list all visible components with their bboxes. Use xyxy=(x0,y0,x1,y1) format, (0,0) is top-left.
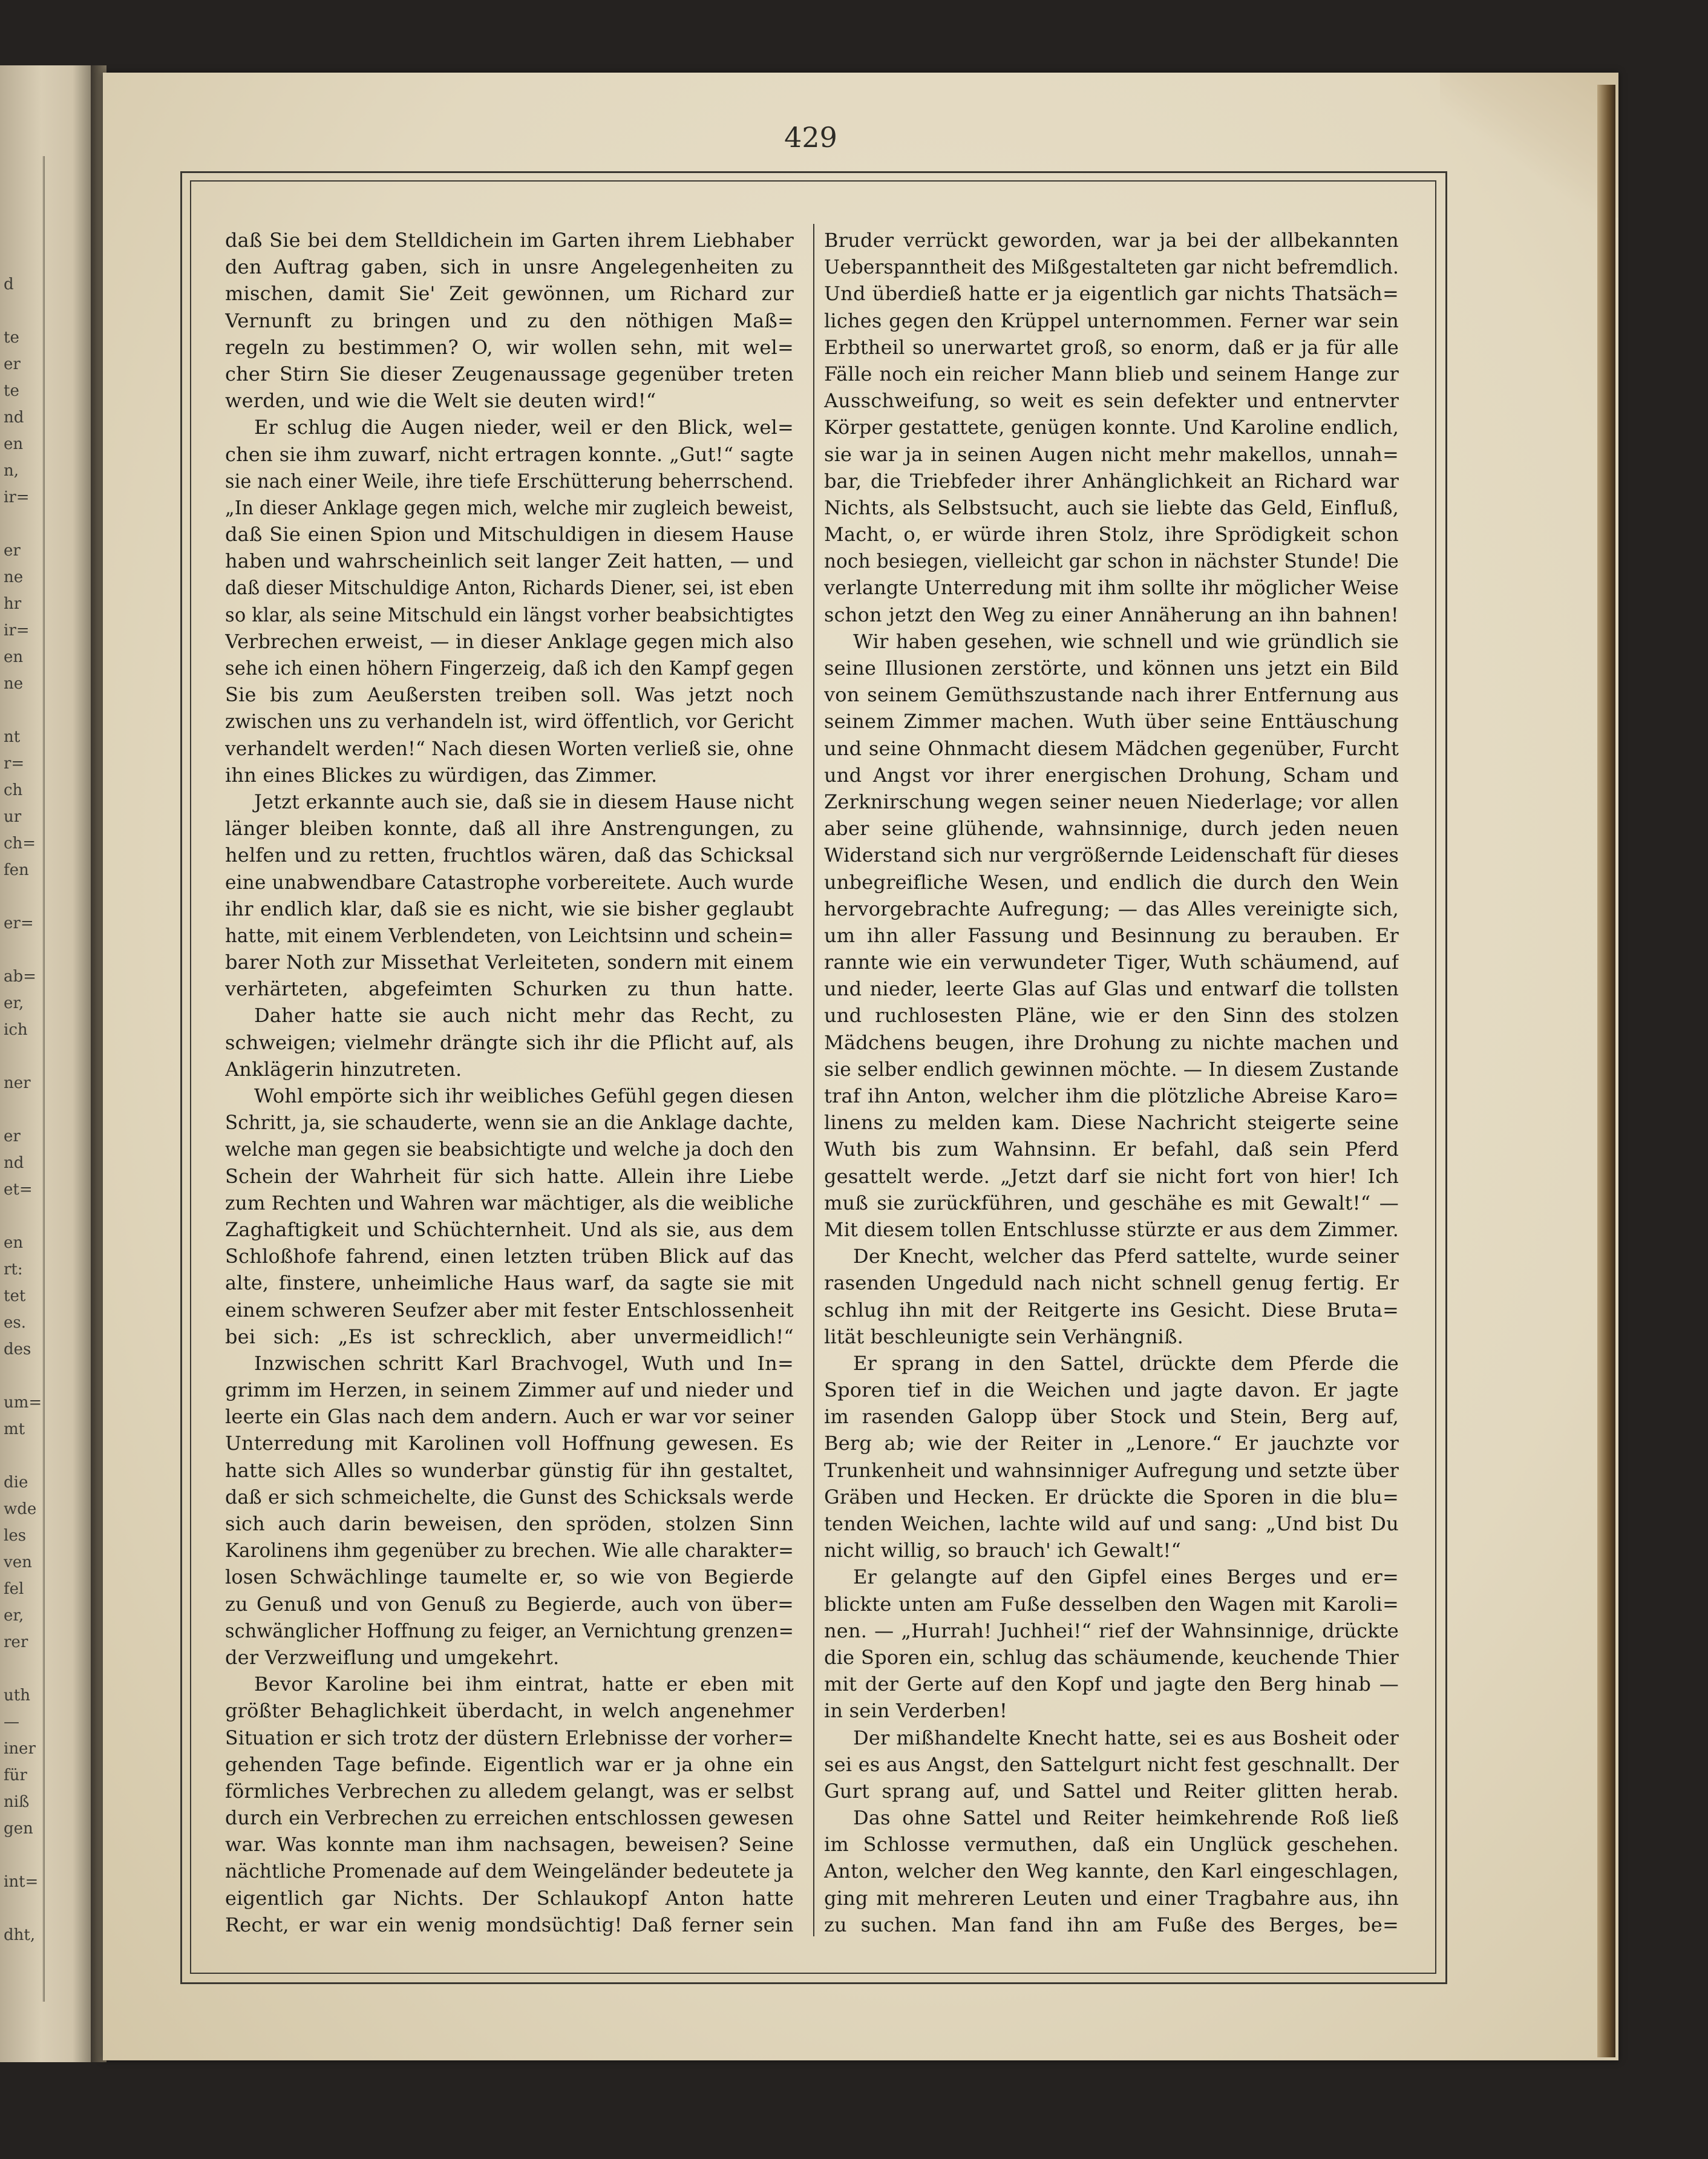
left-page-fragment: ch xyxy=(4,781,23,799)
text-line: Vernunft zu bringen und zu den nöthigen Maß= xyxy=(225,309,794,332)
text-line: noch besiegen, vielleicht gar schon in nächster Stunde! Die xyxy=(824,549,1399,573)
left-page-fragment: en xyxy=(4,648,24,666)
left-page-fragment: wde xyxy=(4,1500,37,1518)
text-line: im rasenden Galopp über Stock und Stein, Berg auf, xyxy=(824,1405,1399,1429)
left-page-fragment: te xyxy=(4,329,19,347)
left-page-fragment: en xyxy=(4,435,24,453)
left-page-fragment xyxy=(4,937,44,963)
text-line: blickte unten am Fuße desselben den Wagen mit Karoli= xyxy=(824,1592,1399,1616)
left-page-fragment: en xyxy=(4,1234,24,1252)
text-line: Schein der Wahrheit für sich hatte. Allein ihre Liebe xyxy=(225,1164,794,1188)
text-line: Er schlug die Augen nieder, weil er den Blick, wel= xyxy=(254,416,794,439)
text-line: größter Behaglichkeit überdacht, in welch angenehmer xyxy=(225,1699,794,1723)
text-line: aber seine glühende, wahnsinnige, durch jeden neuen xyxy=(824,817,1399,840)
text-line: Unterredung mit Karolinen voll Hoffnung gewesen. Es xyxy=(225,1432,794,1455)
text-line: und seine Ohnmacht diesem Mädchen gegenüber, Furcht xyxy=(824,736,1399,760)
text-line: durch ein Verbrechen zu erreichen entschlossen gewesen xyxy=(225,1806,794,1830)
text-line: schweigen; vielmehr drängte sich ihr die Pflicht auf, als xyxy=(225,1030,794,1054)
text-line: barer Noth zur Missethat Verleiteten, sondern mit einem xyxy=(225,951,794,974)
left-page-fragment: um= xyxy=(4,1394,42,1412)
left-page-fragment: für xyxy=(4,1766,27,1784)
text-line: Der mißhandelte Knecht hatte, sei es aus Bosheit oder xyxy=(853,1726,1399,1749)
text-line: zum Rechten und Wahren war mächtiger, als die weibliche xyxy=(225,1191,794,1214)
text-line: Daher hatte sie auch nicht mehr das Recht, zu xyxy=(254,1004,794,1027)
text-line: Inzwischen schritt Karl Brachvogel, Wuth und In= xyxy=(254,1351,794,1375)
left-page-fragment: uth xyxy=(4,1686,30,1705)
text-line: den Auftrag gaben, sich in unsre Angelegenheiten zu xyxy=(225,255,794,279)
left-page-fragment: er= xyxy=(4,914,34,932)
left-page-fragment: er xyxy=(4,355,21,373)
left-page-fragment: et= xyxy=(4,1181,33,1199)
text-line: Ausschweifung, so weit es sein defekter und entnervter xyxy=(824,389,1399,413)
left-page-fragment: ur xyxy=(4,808,22,826)
text-line: Schritt, ja, sie schauderte, wenn sie an die Anklage dachte, xyxy=(225,1111,794,1135)
text-line: daß Sie einen Spion und Mitschuldigen in diesem Hause xyxy=(225,523,794,546)
left-column xyxy=(225,227,794,1938)
page-number: 429 xyxy=(784,121,837,154)
left-page-fragment xyxy=(4,1096,44,1123)
text-line: rasenden Ungeduld nach nicht schnell genug fertig. Er xyxy=(824,1271,1399,1295)
text-line: Körper gestattete, genügen konnte. Und Karoline endlich, xyxy=(824,416,1399,439)
text-line: und Angst vor ihrer energischen Drohung, Scham und xyxy=(824,763,1399,787)
left-page-fragment: les xyxy=(4,1527,27,1545)
text-line: Zaghaftigkeit und Schüchternheit. Und als sie, aus dem xyxy=(225,1217,794,1241)
text-line: rannte wie ein verwundeter Tiger, Wuth schäumend, auf xyxy=(824,951,1399,974)
text-line: mit der Gerte auf den Kopf und jagte den Berg hinab — xyxy=(824,1672,1399,1696)
text-line: sei es aus Angst, den Sattelgurt nicht fest geschnallt. Der xyxy=(824,1752,1399,1776)
text-line: Trunkenheit und wahnsinniger Aufregung und setzte über xyxy=(824,1458,1399,1482)
text-line: regeln zu bestimmen? O, wir wollen sehn, mit wel= xyxy=(225,335,794,359)
text-line: im Schlosse vermuthen, daß ein Unglück geschehen. xyxy=(824,1833,1399,1856)
left-page-fragment: die xyxy=(4,1473,28,1492)
text-line: hervorgebrachte Aufregung; — das Alles vereinigte sich, xyxy=(824,897,1399,920)
text-line: von seinem Gemüthszustande nach ihrer Entfernung aus xyxy=(824,683,1399,707)
text-line: „In dieser Anklage gegen mich, welche mir zugleich beweist, xyxy=(225,496,794,519)
text-line: nächtliche Promenade auf dem Weingeländer bedeutete ja xyxy=(225,1859,794,1883)
text-line: förmliches Verbrechen zu alledem gelangt, was er selbst xyxy=(225,1779,794,1803)
text-line: liches gegen den Krüppel unternommen. Ferner war sein xyxy=(824,309,1399,332)
text-line: eigentlich gar Nichts. Der Schlaukopf Anton hatte xyxy=(225,1886,794,1910)
text-line: ihn eines Blickes zu würdigen, das Zimmer. xyxy=(225,763,658,787)
text-line: in sein Verderben! xyxy=(824,1699,1008,1723)
text-line: verhärteten, abgefeimten Schurken zu thun hatte. xyxy=(225,977,794,1001)
left-page-fragment: ch= xyxy=(4,834,36,853)
left-page-fragment: ner xyxy=(4,1074,31,1092)
text-line: werden, und wie die Welt sie deuten wird!“ xyxy=(225,389,656,413)
text-line: verhandelt werden!“ Nach diesen Worten verließ sie, ohne xyxy=(225,736,794,760)
text-line: Das ohne Sattel und Reiter heimkehrende Roß ließ xyxy=(853,1806,1399,1830)
text-line: Schloßhofe fahrend, einen letzten trüben Blick auf das xyxy=(225,1245,794,1268)
text-line: Sporen tief in die Weichen und jagte davon. Er jagte xyxy=(824,1378,1399,1402)
text-line: Der Knecht, welcher das Pferd sattelte, wurde seiner xyxy=(853,1245,1399,1268)
left-page-fragment: int= xyxy=(4,1873,39,1891)
text-line: hatte, mit einem Verblendeten, von Leichtsinn und schein= xyxy=(225,923,794,947)
left-page-fragment xyxy=(4,1656,44,1682)
left-page-fragment: ich xyxy=(4,1021,28,1039)
text-line: ihr endlich klar, daß sie es nicht, wie sie bisher geglaubt xyxy=(225,897,794,920)
text-line: leerte ein Glas nach dem andern. Auch er war vor seiner xyxy=(225,1405,794,1429)
text-line: Zerknirschung wegen seiner neuen Niederlage; vor allen xyxy=(824,790,1399,813)
left-page-fragment xyxy=(4,298,44,324)
text-line: Wir haben gesehen, wie schnell und wie gründlich sie xyxy=(853,629,1399,653)
left-page-fragment: er xyxy=(4,1127,21,1145)
text-line: Anklägerin hinzutreten. xyxy=(225,1057,462,1081)
left-page-fragment: fel xyxy=(4,1580,24,1598)
text-line: Nichts, als Selbstsucht, auch sie liebte das Geld, Einfluß, xyxy=(824,496,1399,519)
left-page-fragment: n, xyxy=(4,462,19,480)
left-page-fragment: nt xyxy=(4,728,21,746)
left-page-fragment: ir= xyxy=(4,488,30,506)
text-line: Macht, o, er würde ihren Stolz, ihre Sprödigkeit schon xyxy=(824,523,1399,546)
text-line: hatte sich Alles so wunderbar günstig für ihn gestaltet, xyxy=(225,1458,794,1482)
left-page-fragment: iner xyxy=(4,1740,36,1758)
text-line: schlug ihn mit der Reitgerte ins Gesicht. Diese Bruta= xyxy=(824,1298,1399,1322)
text-line: Er sprang in den Sattel, drückte dem Pferde die xyxy=(853,1351,1399,1375)
text-line: Jetzt erkannte auch sie, daß sie in diesem Hause nicht xyxy=(254,790,794,813)
left-page-fragment: ne xyxy=(4,568,24,586)
text-line: zu suchen. Man fand ihn am Fuße des Berges, be= xyxy=(824,1913,1399,1936)
text-line: unbegreifliche Wesen, und endlich die durch den Wein xyxy=(824,870,1399,894)
left-page-fragment: niß xyxy=(4,1793,30,1811)
text-line: lität beschleunigte sein Verhängniß. xyxy=(824,1325,1184,1348)
text-line: Mit diesem tollen Entschlusse stürzte er aus dem Zimmer. xyxy=(824,1217,1399,1241)
text-line: bar, die Triebfeder ihrer Anhänglichkeit an Richard war xyxy=(824,469,1399,493)
text-line: nen. — „Hurrah! Juchhei!“ rief der Wahnsinnige, drückte xyxy=(824,1619,1399,1642)
text-line: Sie bis zum Aeußersten treiben soll. Was jetzt noch xyxy=(225,683,794,707)
text-line: einem schweren Seufzer aber mit fester Entschlossenheit xyxy=(225,1298,794,1322)
text-line: seine Illusionen zerstörte, und können uns jetzt ein Bild xyxy=(824,657,1399,680)
text-line: Ueberspanntheit des Mißgestalteten gar nicht befremdlich. xyxy=(824,255,1399,279)
text-line: Anton, welcher den Weg kannte, den Karl eingeschlagen, xyxy=(824,1859,1399,1883)
text-line: Erbtheil so unerwartet groß, so enorm, daß er ja für alle xyxy=(824,335,1399,359)
text-line: sie selber endlich gewinnen möchte. — In diesem Zustande xyxy=(824,1057,1399,1081)
text-line: Verbrechen erweist, — in dieser Anklage gegen mich also xyxy=(225,629,794,653)
left-page-text-fragments xyxy=(4,271,44,1948)
left-page-fragment: rt: xyxy=(4,1260,23,1279)
left-page-fragment: gen xyxy=(4,1820,33,1838)
text-line: seinem Zimmer machen. Wuth über seine Enttäuschung xyxy=(824,710,1399,733)
left-page-fragment: nd xyxy=(4,408,24,427)
text-line: Fälle noch ein reicher Mann blieb und seinem Hange zur xyxy=(824,362,1399,385)
text-line: Und überdieß hatte er ja eigentlich gar nichts Thatsäch= xyxy=(824,282,1399,306)
left-page-fragment: mt xyxy=(4,1420,25,1438)
text-line: der Verzweiflung und umgekehrt. xyxy=(225,1645,560,1669)
text-line: muß sie zurückführen, und geschähe es mit Gewalt!“ — xyxy=(824,1191,1399,1214)
text-line: mischen, damit Sie' Zeit gewönnen, um Richard zur xyxy=(225,282,794,306)
text-line: sie nach einer Weile, ihre tiefe Erschütterung beherrschend. xyxy=(225,469,794,493)
left-page-fragment: dht, xyxy=(4,1926,36,1944)
left-page-fragment xyxy=(4,1895,44,1922)
left-page-border xyxy=(43,156,48,2002)
text-line: ging mit mehreren Leuten und einer Tragbahre aus, ihn xyxy=(824,1886,1399,1910)
text-line: Widerstand sich nur vergrößernde Leidenschaft für dieses xyxy=(824,844,1399,867)
text-line: losen Schwächlinge taumelte er, so wie von Begierde xyxy=(225,1565,794,1589)
page-edge xyxy=(1597,85,1615,2057)
text-line: helfen und zu retten, fruchtlos wären, daß das Schicksal xyxy=(225,844,794,867)
text-line: sie war ja in seinen Augen nicht mehr makellos, unnah= xyxy=(824,442,1399,466)
left-page-fragment: tet xyxy=(4,1287,26,1305)
page-corner xyxy=(1440,73,1618,218)
text-line: Wohl empörte sich ihr weibliches Gefühl gegen diesen xyxy=(254,1084,794,1107)
left-page-fragment xyxy=(4,697,44,724)
left-page-fragment: er xyxy=(4,542,21,560)
left-page-fragment xyxy=(4,1363,44,1389)
left-page-fragment: er, xyxy=(4,1607,24,1625)
left-page-fragment xyxy=(4,511,44,537)
left-page-fragment xyxy=(4,1842,44,1869)
text-line: zwischen uns zu verhandeln ist, wird öffentlich, vor Gericht xyxy=(225,710,794,733)
left-page-fragment: d xyxy=(4,275,14,293)
text-line: Gurt sprang auf, und Sattel und Reiter glitten herab. xyxy=(824,1779,1399,1803)
text-line: verlangte Unterredung mit ihm sollte ihr möglicher Weise xyxy=(824,576,1399,600)
text-line: sehe ich einen höhern Fingerzeig, daß ich den Kampf gegen xyxy=(225,657,794,680)
text-line: nicht willig, so brauch' ich Gewalt!“ xyxy=(824,1539,1182,1562)
text-line: Bruder verrückt geworden, war ja bei der allbekannten xyxy=(824,229,1399,252)
left-page-fragment: hr xyxy=(4,595,22,613)
left-page-fragment: ven xyxy=(4,1553,32,1571)
left-page-fragment xyxy=(4,1443,44,1469)
text-line: Berg ab; wie der Reiter in „Lenore.“ Er jauchzte vor xyxy=(824,1432,1399,1455)
text-line: Er gelangte auf den Gipfel eines Berges und er= xyxy=(853,1565,1399,1589)
text-line: eine unabwendbare Catastrophe vorbereitete. Auch wurde xyxy=(225,870,794,894)
text-line: zu Genuß und von Genuß zu Begierde, auch von über= xyxy=(225,1592,794,1616)
text-line: traf ihn Anton, welcher ihm die plötzliche Abreise Karo= xyxy=(824,1084,1399,1107)
text-line: so klar, als seine Mitschuld ein längst vorher beabsichtigtes xyxy=(225,603,794,626)
left-page-fragment: rer xyxy=(4,1633,28,1651)
text-line: daß er sich schmeichelte, die Gunst des Schicksals werde xyxy=(225,1485,794,1509)
left-page-fragment: r= xyxy=(4,755,25,773)
text-line: gehenden Tage befinde. Eigentlich war er ja ohne ein xyxy=(225,1752,794,1776)
text-line: länger bleiben konnte, daß all ihre Anstrengungen, zu xyxy=(225,817,794,840)
left-page xyxy=(0,65,91,2062)
text-line: schwänglicher Hoffnung zu feiger, an Vernichtung grenzen= xyxy=(225,1619,794,1642)
left-page-fragment: — xyxy=(4,1713,19,1731)
text-line: bei sich: „Es ist schrecklich, aber unvermeidlich!“ xyxy=(225,1325,794,1348)
left-page-fragment: ir= xyxy=(4,621,30,640)
text-line: welche man gegen sie beabsichtigte und welche ja doch den xyxy=(225,1138,794,1161)
text-line: schon jetzt den Weg zu einer Annäherung an ihn bahnen! xyxy=(824,603,1399,626)
text-line: daß dieser Mitschuldige Anton, Richards Diener, sei, ist eben xyxy=(225,576,794,600)
left-page-fragment: te xyxy=(4,382,19,400)
text-line: tenden Weichen, lachte wild auf und sang: „Und bist Du xyxy=(824,1512,1399,1535)
left-page-fragment: fen xyxy=(4,861,29,879)
text-line: sich auch darin beweisen, den spröden, stolzen Sinn xyxy=(225,1512,794,1535)
text-line: haben und wahrscheinlich seit langer Zeit hatten, — und xyxy=(225,549,794,573)
text-line: Karolinens ihm gegenüber zu brechen. Wie alle charakter= xyxy=(225,1539,794,1562)
text-line: alte, finstere, unheimliche Haus warf, da sagte sie mit xyxy=(225,1271,794,1295)
text-line: Situation er sich trotz der düstern Erlebnisse der vorher= xyxy=(225,1726,794,1749)
text-line: Gräben und Hecken. Er drückte die Sporen in die blu= xyxy=(824,1485,1399,1509)
text-line: um ihn aller Fassung und Besinnung zu berauben. Er xyxy=(824,923,1399,947)
column-divider xyxy=(813,224,814,1936)
left-page-fragment: ab= xyxy=(4,968,36,986)
left-page-fragment: er, xyxy=(4,994,24,1012)
text-line: linens zu melden kam. Diese Nachricht steigerte seine xyxy=(824,1111,1399,1135)
text-line: daß Sie bei dem Stelldichein im Garten ihrem Liebhaber xyxy=(225,229,794,252)
text-line: chen sie ihm zuwarf, nicht ertragen konnte. „Gut!“ sagte xyxy=(225,442,794,466)
text-line: war. Was konnte man ihm nachsagen, beweisen? Seine xyxy=(225,1833,794,1856)
left-page-fragment: des xyxy=(4,1340,31,1358)
left-page-fragment: nd xyxy=(4,1154,24,1172)
left-page-fragment: ne xyxy=(4,675,24,693)
text-line: Bevor Karoline bei ihm eintrat, hatte er eben mit xyxy=(254,1672,794,1696)
text-line: die Sporen ein, schlug das schäumende, keuchende Thier xyxy=(824,1645,1399,1669)
left-page-fragment xyxy=(4,883,44,910)
left-page-fragment xyxy=(4,1203,44,1230)
text-line: Recht, er war ein wenig mondsüchtig! Daß ferner sein xyxy=(225,1913,794,1936)
text-line: und ruchlosesten Pläne, wie er den Sinn des stolzen xyxy=(824,1004,1399,1027)
text-line: gesattelt werde. „Jetzt darf sie nicht fort von hier! Ich xyxy=(824,1164,1399,1188)
text-line: grimm im Herzen, in seinem Zimmer auf und nieder und xyxy=(225,1378,794,1402)
right-column xyxy=(824,227,1399,1938)
text-line: und nieder, leerte Glas auf Glas und entwarf die tollsten xyxy=(824,977,1399,1001)
text-line: Mädchens beugen, ihre Drohung zu nichte machen und xyxy=(824,1030,1399,1054)
text-line: cher Stirn Sie dieser Zeugenaussage gegenüber treten xyxy=(225,362,794,385)
left-page-fragment xyxy=(4,1043,44,1070)
text-line: Wuth bis zum Wahnsinn. Er befahl, daß sein Pferd xyxy=(824,1138,1399,1161)
left-page-fragment: es. xyxy=(4,1314,26,1332)
